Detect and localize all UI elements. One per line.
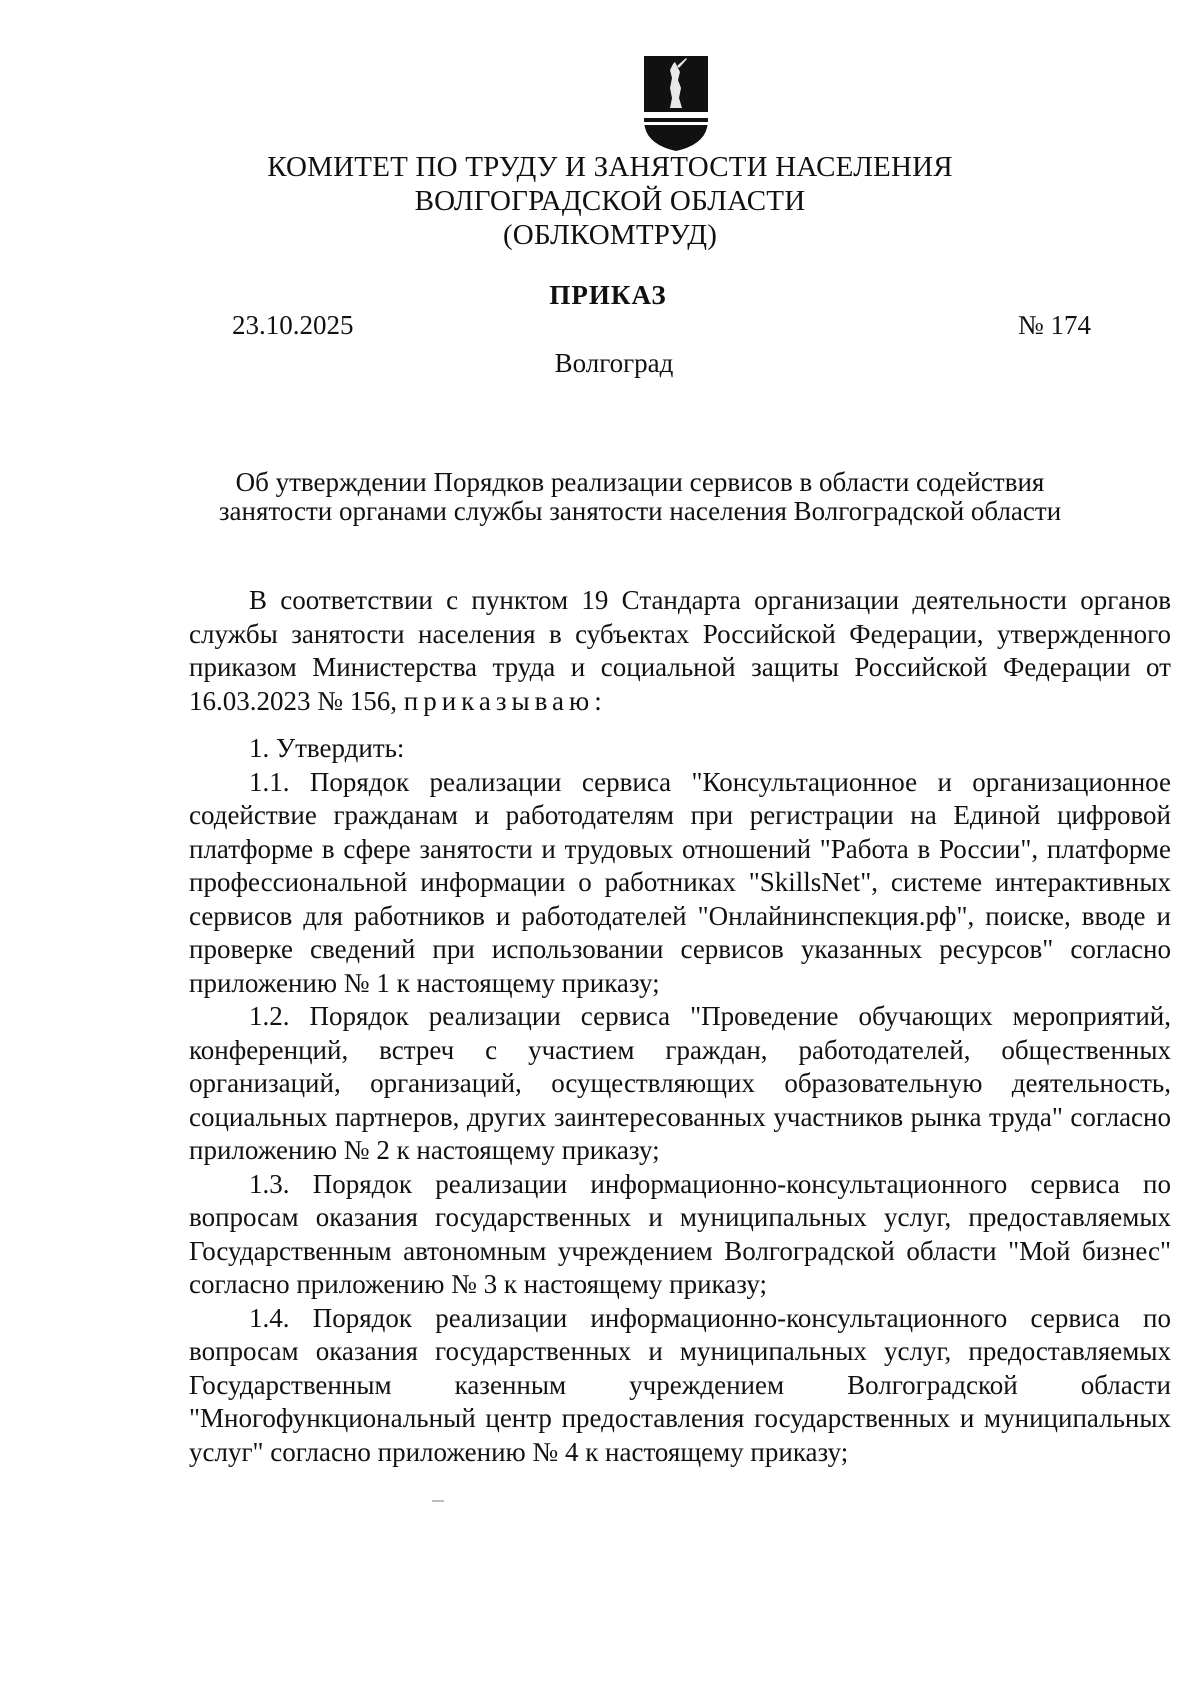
preamble [189,584,1171,718]
item-1: 1. Утвердить: [249,733,405,763]
item-1-1: 1.1. Порядок реализации сервиса "Консультационное и организационное содействие гражданам и работодателям при регистрации на Единой цифровой платформе в сфере занятости и трудовых отношений "Работа в России", платформе профессиональной информации о работниках "SkillsNet", системе интерактивных сервисов для работников и работодателей "Онлайнинспекция.рф", поиске, вводе и проверке сведений при использовании сервисов указанных ресурсов" согласно приложению № 1 к настоящему приказу; [189,766,1171,998]
item-1-2: 1.2. Порядок реализации сервиса "Проведение обучающих мероприятий, конференций, встреч с участием граждан, работодателей, общественных организаций, организаций, осуществляющих образовательную деятельность, социальных партнеров, других заинтересованных участников рынка труда" согласно приложению № 2 к настоящему приказу; [189,1001,1171,1165]
order-city: Волгоград [554,348,674,378]
item-1-4: 1.4. Порядок реализации информационно-консультационного сервиса по вопросам оказания государственных и муниципальных услуг, предоставляемых Государственным казенным учреждением Волгоградской области "Многофункциональный центр предоставления государственных и муниципальных услуг" согласно приложению № 4 к настоящему приказу; [189,1302,1171,1467]
order-title [200,468,1080,526]
scan-artifact [432,1500,444,1502]
document-type: ПРИКАЗ [549,280,667,310]
coat-of-arms-icon [640,50,712,154]
preamble-action: приказываю: [403,685,607,716]
order-title-line-1: Об утверждении Порядков реализации сервисов в области содействия [235,467,1045,497]
order-number: № 174 [1018,310,1092,340]
preamble-paragraph [189,584,1171,718]
item-1-3: 1.3. Порядок реализации информационно-консультационного сервиса по вопросам оказания государственных и муниципальных услуг, предоставляемых Государственным автономным учреждением Волгоградской области "Мой бизнес" согласно приложению № 3 к настоящему приказу; [189,1168,1171,1299]
organization-name-line-2: ВОЛГОГРАДСКОЙ ОБЛАСТИ [414,185,806,217]
preamble-text: В соответствии с пунктом 19 Стандарта организации деятельности органов службы занятости населения в субъектах Российской Федерации, утвержденного приказом Министерства труда и социальной защиты Российской Федерации от 16.03.2023 № 156, [189,585,1171,716]
organization-name-line-1: КОМИТЕТ ПО ТРУДУ И ЗАНЯТОСТИ НАСЕЛЕНИЯ [267,151,953,183]
order-title-line-2: занятости органами службы занятости населения Волгоградской области [218,496,1062,526]
order-items [189,732,1171,1469]
order-date: 23.10.2025 [232,310,354,340]
organization-abbreviation: (ОБЛКОМТРУД) [502,219,718,251]
